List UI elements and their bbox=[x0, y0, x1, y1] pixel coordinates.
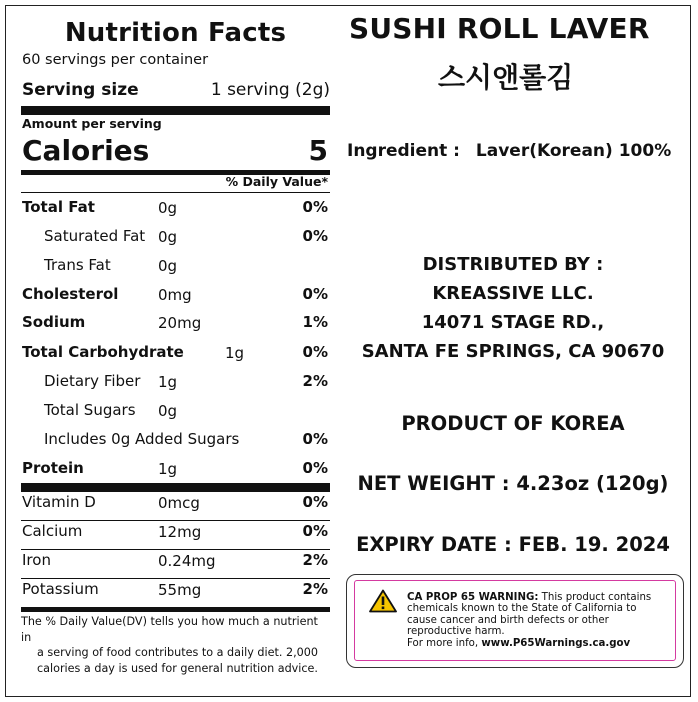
amount-per-serving: Amount per serving bbox=[22, 116, 162, 131]
vitamin-name: Vitamin D bbox=[22, 493, 96, 511]
distributed-by-label: DISTRIBUTED BY : bbox=[422, 254, 604, 275]
vitamin-row-vitamin-d bbox=[21, 493, 330, 522]
vitamin-name: Calcium bbox=[22, 522, 83, 540]
vitamin-amount: 0.24mg bbox=[158, 552, 216, 570]
nutrient-name: Dietary Fiber bbox=[44, 372, 141, 390]
medium-rule bbox=[21, 607, 330, 612]
nutrient-name: Trans Fat bbox=[44, 256, 111, 274]
vitamin-name: Iron bbox=[22, 551, 51, 569]
product-korean-name: 스시앤롤김 bbox=[438, 61, 574, 94]
nutrient-name: Protein bbox=[22, 459, 84, 477]
nutrient-dv: 0% bbox=[302, 198, 328, 216]
nutrient-name: Saturated Fat bbox=[44, 227, 146, 245]
vitamin-dv: 0% bbox=[302, 493, 328, 511]
nutrient-dv: 0% bbox=[302, 430, 328, 448]
nutrient-row-added-sugars bbox=[21, 430, 330, 459]
nutrient-amount: 0g bbox=[158, 199, 178, 217]
vitamin-name: Potassium bbox=[22, 580, 99, 598]
warning-triangle-icon bbox=[369, 589, 397, 613]
nutrient-row-dietary-fiber bbox=[21, 372, 330, 401]
warning-line: chemicals known to the State of California to bbox=[407, 603, 637, 615]
daily-value-footnote bbox=[21, 614, 330, 676]
vitamin-row-potassium bbox=[21, 580, 330, 609]
nutrient-amount: 1g bbox=[225, 344, 245, 362]
p65-warnings-link[interactable]: www.P65Warnings.ca.gov bbox=[481, 637, 631, 649]
calories-value: 5 bbox=[308, 134, 328, 167]
net-weight: NET WEIGHT : 4.23oz (120g) bbox=[357, 472, 669, 495]
nutrition-facts-title: Nutrition Facts bbox=[64, 18, 287, 48]
vitamin-dv: 2% bbox=[302, 551, 328, 569]
nutrient-amount: 0mg bbox=[158, 286, 192, 304]
row-divider bbox=[21, 520, 330, 521]
vitamin-amount: 0mcg bbox=[158, 494, 200, 512]
nutrient-row-total-carbohydrate bbox=[21, 343, 330, 372]
vitamin-dv: 2% bbox=[302, 580, 328, 598]
prop65-warning-text bbox=[407, 592, 687, 649]
product-origin: PRODUCT OF KOREA bbox=[401, 412, 625, 435]
warning-heading: CA PROP 65 WARNING: bbox=[407, 592, 539, 603]
servings-per-container: 60 servings per container bbox=[22, 52, 209, 68]
nutrient-name: Total Sugars bbox=[44, 401, 136, 419]
nutrient-name: Total Fat bbox=[22, 198, 95, 216]
more-info-prefix: For more info, bbox=[407, 637, 482, 649]
calories-label: Calories bbox=[22, 134, 150, 167]
daily-value-header: % Daily Value* bbox=[225, 174, 328, 189]
vitamin-amount: 12mg bbox=[158, 523, 202, 541]
nutrient-amount: 0g bbox=[158, 257, 178, 275]
product-title: SUSHI ROLL LAVER bbox=[349, 12, 650, 45]
serving-size-value: 1 serving (2g) bbox=[210, 80, 330, 100]
warning-line: cause cancer and birth defects or other bbox=[407, 614, 609, 626]
nutrient-amount: 1g bbox=[158, 373, 178, 391]
footnote-line: The % Daily Value(DV) tells you how much a nutrient in bbox=[21, 615, 318, 644]
nutrient-row-total-sugars bbox=[21, 401, 330, 430]
nutrient-name: Cholesterol bbox=[22, 285, 119, 303]
footnote-line: calories a day is used for general nutrition advice. bbox=[37, 661, 318, 675]
nutrient-amount: 0g bbox=[158, 228, 178, 246]
expiry-date: EXPIRY DATE : FEB. 19. 2024 bbox=[356, 533, 670, 556]
nutrient-name: Sodium bbox=[22, 313, 86, 331]
nutrient-dv: 0% bbox=[302, 343, 328, 361]
row-divider bbox=[21, 549, 330, 550]
prop65-warning-box bbox=[346, 574, 684, 668]
nutrient-dv: 1% bbox=[302, 313, 328, 331]
serving-size-label: Serving size bbox=[22, 80, 139, 100]
ingredient-label: Ingredient : bbox=[347, 141, 460, 161]
nutrient-amount: 1g bbox=[158, 460, 178, 478]
vitamin-dv: 0% bbox=[302, 522, 328, 540]
nutrient-dv: 0% bbox=[302, 227, 328, 245]
vitamin-amount: 55mg bbox=[158, 581, 202, 599]
nutrient-row-saturated-fat bbox=[21, 227, 330, 256]
thick-rule bbox=[21, 106, 330, 115]
warning-line: reproductive harm. bbox=[407, 626, 505, 638]
nutrient-dv: 2% bbox=[302, 372, 328, 390]
distributor-address-line1: 14071 STAGE RD., bbox=[421, 312, 605, 333]
nutrient-dv: 0% bbox=[302, 285, 328, 303]
nutrient-row-cholesterol bbox=[21, 285, 330, 314]
warning-line bbox=[407, 592, 687, 603]
nutrient-dv: 0% bbox=[302, 459, 328, 477]
thick-rule bbox=[21, 483, 330, 492]
warning-more-info bbox=[407, 638, 687, 649]
row-divider bbox=[21, 578, 330, 579]
footnote-line: a serving of food contributes to a daily diet. 2,000 bbox=[37, 646, 319, 659]
nutrient-row-trans-fat bbox=[21, 256, 330, 285]
row-divider bbox=[21, 192, 330, 193]
distributor-company: KREASSIVE LLC. bbox=[432, 283, 594, 304]
distributor-address-line2: SANTA FE SPRINGS, CA 90670 bbox=[361, 341, 665, 362]
ingredient-value: Laver(Korean) 100% bbox=[475, 141, 672, 161]
ingredient-line bbox=[347, 141, 671, 161]
nutrient-name: Total Carbohydrate bbox=[22, 343, 184, 361]
nutrient-row-sodium bbox=[21, 313, 330, 342]
warning-text-first: This product contains bbox=[538, 592, 652, 603]
nutrient-amount: 0g bbox=[158, 402, 178, 420]
vitamin-row-iron bbox=[21, 551, 330, 580]
nutrient-row-total-fat bbox=[21, 198, 330, 227]
vitamin-row-calcium bbox=[21, 522, 330, 551]
nutrient-name: Includes 0g Added Sugars bbox=[44, 430, 240, 448]
nutrient-amount: 20mg bbox=[158, 314, 202, 332]
